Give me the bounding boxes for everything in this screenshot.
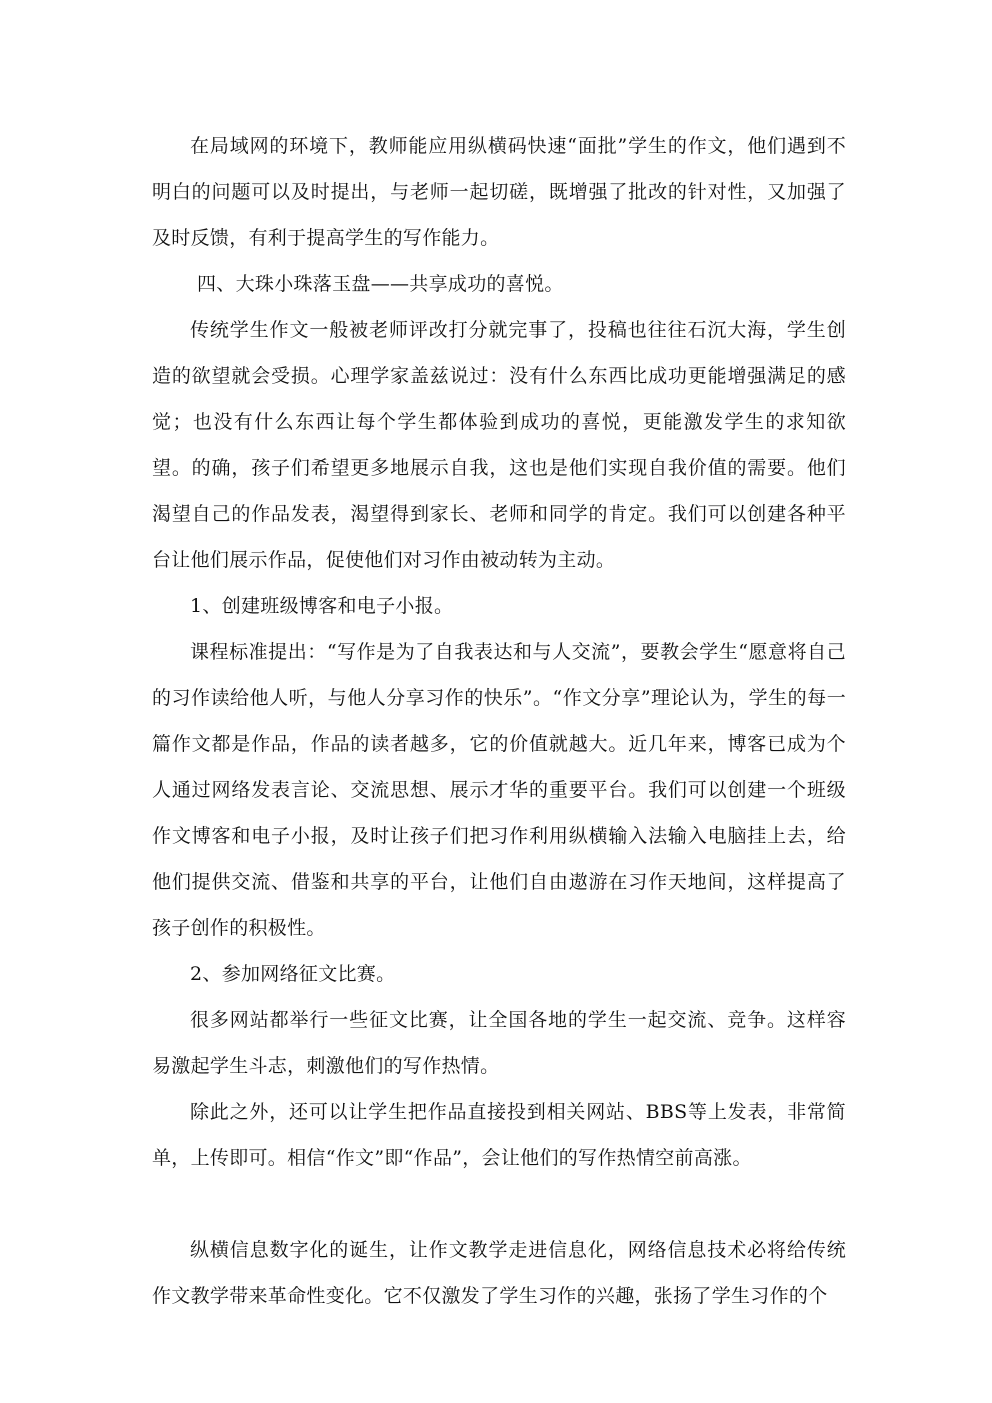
subheading-essay-contest: 2、参加网络征文比赛。 <box>190 963 396 985</box>
paragraph-conclusion: 纵横信息数字化的诞生，让作文教学走进信息化，网络信息技术必将给传统作文教学带来革命性变化。它不仅激发了学生习作的兴趣，张扬了学生习作的个 <box>152 1239 846 1307</box>
paragraph-sharing-success: 传统学生作文一般被老师评改打分就完事了，投稿也往往石沉大海，学生创造的欲望就会受损。心理学家盖兹说过：没有什么东西比成功更能增强满足的感觉；也没有什么东西让每个学生都体验到成功的喜悦，更能激发学生的求知欲望。的确，孩子们希望更多地展示自我，这也是他们实现自我价值的需要。他们渴望自己的作品发表，渴望得到家长、老师和同学的肯定。我们可以创建各种平台让他们展示作品，促使他们对习作由被动转为主动。 <box>152 319 846 571</box>
paragraph-essay-contest: 很多网站都举行一些征文比赛，让全国各地的学生一起交流、竞争。这样容易激起学生斗志，刺激他们的写作热情。 <box>152 1009 846 1077</box>
section-heading-four: 四、大珠小珠落玉盘——共享成功的喜悦。 <box>197 273 564 295</box>
paragraph-class-blog: 课程标准提出：“写作是为了自我表达和与人交流”，要教会学生“愿意将自己的习作读给他人听，与他人分享习作的快乐”。“作文分享”理论认为，学生的每一篇作文都是作品，作品的读者越多，它的价值就越大。近几年来，博客已成为个人通过网络发表言论、交流思想、展示才华的重要平台。我们可以创建一个班级作文博客和电子小报，及时让孩子们把习作利用纵横输入法输入电脑挂上去，给他们提供交流、借鉴和共享的平台，让他们自由遨游在习作天地间，这样提高了孩子创作的积极性。 <box>152 641 846 939</box>
document-body <box>152 123 846 1319</box>
subheading-class-blog: 1、创建班级博客和电子小报。 <box>190 595 454 617</box>
paragraph-gap <box>152 1181 846 1227</box>
paragraph-online-publishing: 除此之外，还可以让学生把作品直接投到相关网站、BBS等上发表，非常简单，上传即可。相信“作文”即“作品”，会让他们的写作热情空前高涨。 <box>152 1101 846 1169</box>
paragraph-face-to-face-grading: 在局域网的环境下，教师能应用纵横码快速“面批”学生的作文，他们遇到不明白的问题可以及时提出，与老师一起切磋，既增强了批改的针对性，又加强了及时反馈，有利于提高学生的写作能力。 <box>152 135 846 249</box>
